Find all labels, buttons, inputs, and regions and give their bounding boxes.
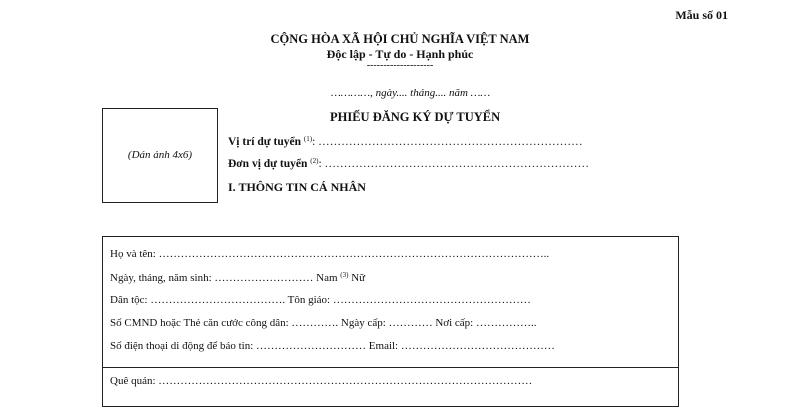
gender-footnote: (3)	[340, 271, 349, 279]
id-card-row: Số CMND hoặc Thẻ căn cước công dân: …………. Ngày cấp: ………… Nơi cấp: ……………..	[110, 317, 537, 329]
unit-label: Đơn vị dự tuyển	[228, 158, 308, 170]
dob-text: Ngày, tháng, năm sinh: ……………………… Nam	[110, 272, 338, 284]
unit-field	[228, 157, 589, 170]
dateline: …………, ngày.... tháng.... năm ……	[331, 87, 491, 99]
hometown-box	[102, 367, 679, 407]
dob-row	[110, 271, 365, 284]
phone-email-row: Số điện thoại di động để báo tin: ………………………… Email: ……………………………………	[110, 340, 555, 352]
photo-box	[102, 108, 218, 203]
position-dots: : ……………………………………………………………	[312, 136, 583, 148]
form-number: Mẫu số 01	[675, 8, 728, 22]
hometown-row: Quê quán: …………………………………………………………………………………………	[110, 375, 533, 387]
position-field	[228, 135, 583, 148]
nation-title: CỘNG HÒA XÃ HỘI CHỦ NGHĨA VIỆT NAM	[270, 32, 530, 46]
motto: Độc lập - Tự do - Hạnh phúc	[326, 47, 474, 61]
form-title: PHIẾU ĐĂNG KÝ DỰ TUYỂN	[330, 110, 501, 124]
section-personal-info: I. THÔNG TIN CÁ NHÂN	[228, 180, 366, 194]
unit-footnote: (2)	[310, 157, 319, 165]
photo-label: (Dán ảnh 4x6)	[127, 149, 193, 161]
ethnic-religion-row: Dân tộc: ………………………………. Tôn giáo: ………………………………………………	[110, 294, 531, 306]
position-label: Vị trí dự tuyển	[228, 136, 302, 148]
unit-dots: : ……………………………………………………………	[318, 158, 590, 170]
name-row: Họ và tên: ……………………………………………………………………………………………..	[110, 248, 550, 260]
position-footnote: (1)	[303, 135, 313, 143]
header-separator: --------------------	[366, 60, 434, 71]
female-label: Nữ	[348, 272, 366, 284]
personal-info-box	[102, 236, 679, 368]
